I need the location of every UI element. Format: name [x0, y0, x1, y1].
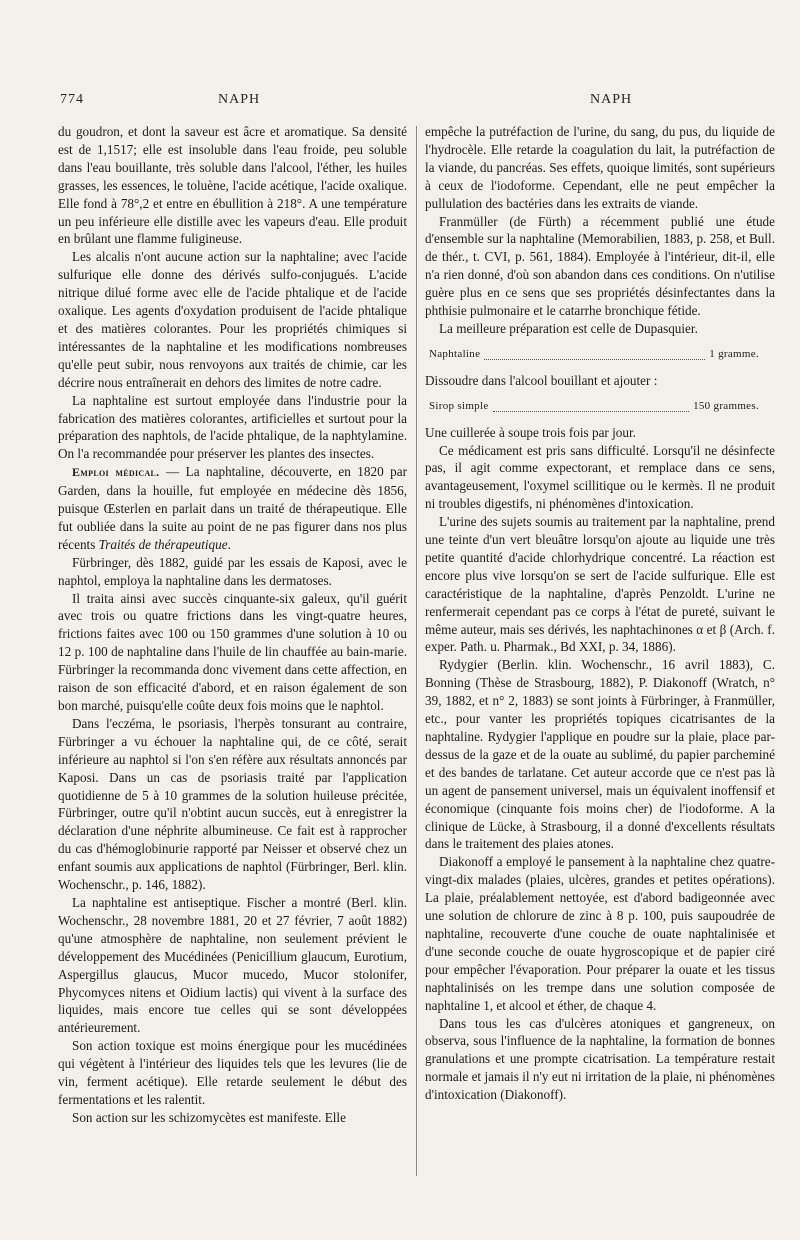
paragraph: Franmüller (de Fürth) a récemment publié une étude d'ensemble sur la naphtaline (Memorabilien, 1883, p. 258, et Bull. de thér., t. CVI, p. 561, 1884). Employée à l'intérieur, dit-il, elle n'a rien donné, d'où son abandon dans ces conditions. On n'utilise guère plus en ce sens que ses propriétés désinfectantes dans la phthisie pulmonaire et le catarrhe bronchique fétide. [425, 213, 775, 319]
column-divider [416, 126, 417, 1176]
formula-line [429, 398, 759, 416]
paragraph: La naphtaline est surtout employée dans l'industrie pour la fabrication des matières colorantes, artificielles et surtout pour la préparation des naphtols, de l'acide phtalique, de la naphtylamine. On l'a recommandée pour préserver les plantes des insectes. [58, 392, 407, 462]
page-number: 774 [60, 92, 84, 107]
instruction: Dissoudre dans l'alcool bouillant et ajouter : [425, 372, 658, 388]
paragraph: du goudron, et dont la saveur est âcre et aromatique. Sa densité est de 1,1517; elle est insoluble dans l'eau froide, peu soluble dans l'eau bouillante, très soluble dans l'alcool, l'éther, les huiles grasses, les essences, le toluène, l'acide acétique, l'acide oxalique. Elle fond à 78°,2 et entre en ébullition à 218°. A une température un peu inférieure elle distille avec les vapeurs d'eau. Elle produit en brûlant une flamme fuligineuse. [58, 124, 407, 247]
right-column [425, 123, 775, 1104]
paragraph: Rydygier (Berlin. klin. Wochenschr., 16 avril 1883), C. Bonning (Thèse de Strasbourg, 1882), P. Diakonoff (Wratch, n° 39, 1882, et n° 2, 1883) se sont joints à Fürbringer, à Franmüller, etc., pour vanter les propriétés topiques cicatrisantes de la naphtaline. Rydygier l'applique en poudre sur la plaie, place par-dessus de la gaze et de la ouate au sublimé, du papier parcheminé et des bandes de tarlatane. Cet auteur accorde que ce n'est pas là un agent de pansement universel, mais un équivalent inoffensif et économique (cinquante fois moins cher) de l'iodoforme. A la clinique de Lücke, à Strasbourg, il a donné d'excellents résultats dans le traitement des plaies atones. [425, 657, 775, 852]
ingredient-quantity: 150 grammes. [693, 399, 759, 412]
paragraph: Ce médicament est pris sans difficulté. Lorsqu'il ne désinfecte pas, il agit comme expectorant, et remplace dans ce sens, avantageusement, l'oxymel scillitique ou le kermès. Il ne produit ni troubles digestifs, ni phénomènes d'intoxication. [425, 442, 775, 512]
paragraph: Il traita ainsi avec succès cinquante-six galeux, qu'il guérit avec trois ou quatre frictions dans les vingt-quatre heures, frictions faites avec 100 ou 150 grammes d'une solution à 10 ou 12 p. 100 de naphtaline dans l'huile de lin chauffée au bain-marie. Fürbringer la recommanda donc vivement dans cette affection, en raison de son efficacité d'abord, et en raison également de son bon marché, puisqu'elle coûte deux fois moins que le naphtol. [58, 590, 407, 713]
paragraph: Son action sur les schizomycètes est manifeste. Elle [72, 1109, 346, 1125]
paragraph: La meilleure préparation est celle de Dupasquier. [439, 320, 698, 336]
paragraph: Les alcalis n'ont aucune action sur la naphtaline; avec l'acide sulfurique elle donne des dérivés sulfo-conjugués. L'acide nitrique dilué forme avec elle de l'acide phtalique et de l'acide oxalique. Les agents d'oxydation produisent de l'acide phtalique et des matières colorantes. Pour les propriétés chimiques si intéressantes de la naphtaline et les modifications nombreuses qu'elle peut subir, nous renvoyons aux traités de chimie, car les décrire nous entraînerait en dehors des limites de notre cadre. [58, 249, 407, 390]
ingredient-name: Naphtaline [429, 347, 481, 360]
page-header [0, 92, 800, 118]
left-column [58, 123, 407, 1127]
paragraph: L'urine des sujets soumis au traitement par la naphtaline, prend une teinte d'un vert bleuâtre lorsqu'on ajoute au liquide une très petite quantité d'acide chlorhydrique concentré. La réaction est encore plus vive lorsqu'on se sert de l'acide sulfurique. Elle est caractéristique de la naphtaline, d'après Penzoldt. L'urine ne renfermerait cependant pas ce corps à l'état de pureté, suivant le même auteur, mais ses dérivés, les naphtachinones α et β (Arch. f. exper. Path. u. Pharmak., Bd XXI, p. 34, 1886). [425, 514, 775, 655]
ingredient-name: Sirop simple [429, 399, 489, 412]
dot-leader [484, 346, 705, 360]
running-title-left: NAPH [218, 92, 261, 107]
paragraph: Fürbringer, dès 1882, guidé par les essais de Kaposi, avec le naphtol, employa la naphtaline dans les dermatoses. [58, 554, 407, 588]
running-title-right: NAPH [590, 92, 633, 107]
paragraph: Dans l'eczéma, le psoriasis, l'herpès tonsurant au contraire, Fürbringer a vu échouer la naphtaline qui, de ce côté, serait inférieure au naphtol si l'on s'en réfère aux résultats annoncés par Kaposi. Dans un cas de psoriasis traité par l'application quotidienne de 5 à 10 grammes de la solution huileuse précitée, Fürbringer, outre qu'il n'obtint aucun succès, eut à enregistrer la déclaration d'une néphrite albumineuse. Ce fait est à rapprocher du cas d'hémoglobinurie rapporté par Neisser et observé chez un enfant soumis aux applications de naphtol (Fürbringer, Berl. klin. Wochenschr., p. 146, 1882). [58, 715, 407, 893]
paragraph: Son action toxique est moins énergique pour les mucédinées qui végètent à l'intérieur des liquides tels que les levures (lie de vin, ferment acétique). Elle retarde seulement le début des fermentations et les ralentit. [58, 1038, 407, 1107]
paragraph-text: — La naphtaline, découverte, en 1820 par Garden, dans la houille, fut employée en médecine dès 1856, puisque Œsterlen en parlait dans un traité de thérapeutique. Elle fut oubliée dans la suite au point de ne pas figurer dans nos plus récents [58, 464, 408, 552]
emploi-paragraph [58, 463, 407, 554]
section-heading: Emploi médical. [72, 465, 160, 480]
formula-line [429, 346, 759, 364]
italic-title: Traités de thérapeutique [98, 536, 228, 552]
paragraph: La naphtaline est antiseptique. Fischer a montré (Berl. klin. Wochenschr., 28 novembre 1881, 20 et 27 février, 7 août 1882) qu'une atmosphère de naphtaline, non seulement prévient le développement des Mucédinées (Penicillium glaucum, Eurotium, Aspergillus glaucus, Mucor mucedo, Mucor stolonifer, Phycomyces nitens et Oidium lactis) qui vivent à la surface des liquides, mais encore tue celles qui se sont développées antérieurement. [58, 894, 407, 1036]
paragraph: empêche la putréfaction de l'urine, du sang, du pus, du liquide de l'hydrocèle. Elle retarde la coagulation du lait, la putréfaction de la viande, du pancréas. Ses effets, quoique limités, sont supérieurs à ceux de l'iodoforme. Cependant, elle ne peut empêcher la pullulation des bactéries dans les extraits de viande. [425, 124, 775, 211]
paragraph-end: . [227, 536, 231, 552]
paragraph: Dans tous les cas d'ulcères atoniques et gangreneux, on observa, sous l'influence de la naphtaline, la formation de bonnes granulations et une prompte cicatrisation. La température restait normale et jamais il n'y eut ni irritation de la plaie, ni phénomènes d'intoxication (Diakonoff). [425, 1015, 775, 1103]
ingredient-quantity: 1 gramme. [709, 347, 759, 360]
paragraph: Diakonoff a employé le pansement à la naphtaline chez quatre-vingt-dix malades (plaies, ulcères, grandes et petites opérations). La plaie, préalablement nettoyée, est d'abord badigeonnée avec une solution de chlorure de zinc à 8 p. 100, puis saupoudrée de naphtaline, recouverte d'une couche de ouate naphtalinisée et d'une seconde couche de ouate hygroscopique et de papier ciré pour empêcher l'évaporation. Pour préparer la ouate et les tissus naphtalinisés on les trempe dans une solution composée de naphtaline 1, et alcool et éther, de chaque 4. [425, 854, 775, 1013]
dot-leader [493, 398, 690, 412]
paragraph: Une cuillerée à soupe trois fois par jour. [425, 424, 636, 440]
